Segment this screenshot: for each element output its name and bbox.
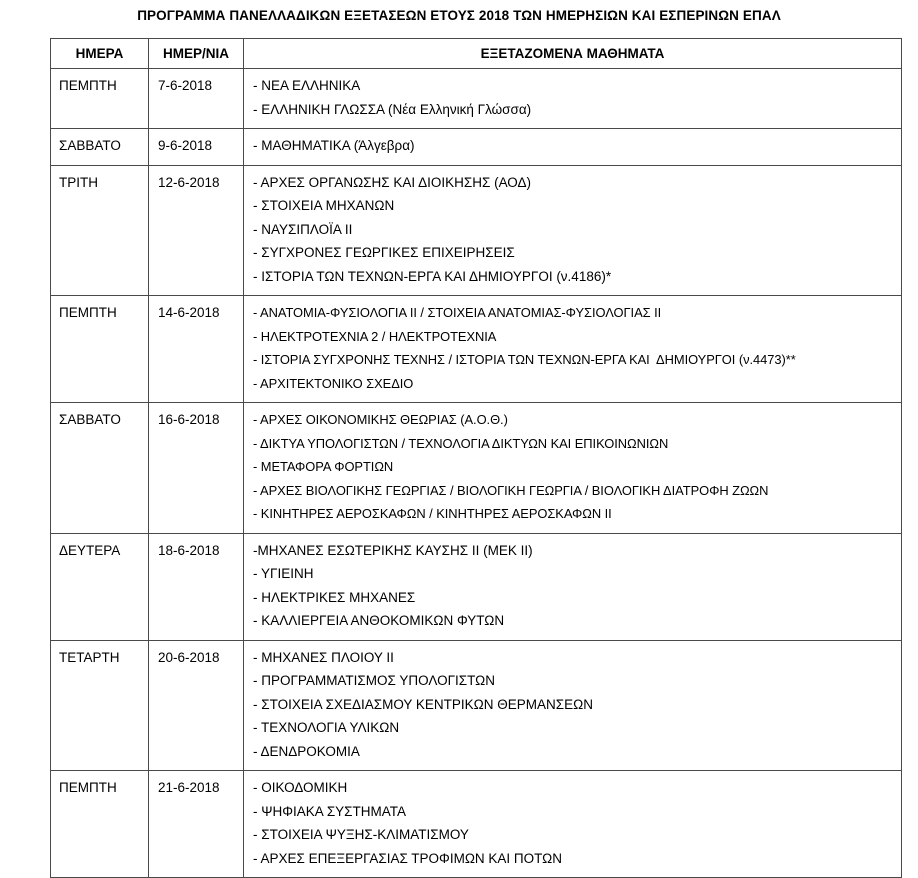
cell-day: ΤΡΙΤΗ [51,165,149,296]
subject-line: - ΜΗΧΑΝΕΣ ΠΛΟΙΟΥ ΙΙ [253,649,394,665]
table-row [51,69,902,129]
subject-line: - ΚΑΛΛΙΕΡΓΕΙΑ ΑΝΘΟΚΟΜΙΚΩΝ ΦΥΤΩΝ [253,613,505,628]
cell-day: ΤΕΤΑΡΤΗ [51,640,149,771]
subject-line: - ΑΡΧΕΣ ΟΡΓΑΝΩΣΗΣ ΚΑΙ ΔΙΟΙΚΗΣΗΣ (ΑΟΔ) [253,174,532,190]
column-header-subjects: ΕΞΕΤΑΖΟΜΕΝΑ ΜΑΘΗΜΑΤΑ [244,39,902,69]
subject-line: - ΤΕΧΝΟΛΟΓΙΑ ΥΛΙΚΩΝ [253,720,400,735]
subject-line: - ΣΥΓΧΡΟΝΕΣ ΓΕΩΡΓΙΚΕΣ ΕΠΙΧΕΙΡΗΣΕΙΣ [253,245,515,260]
cell-date: 12-6-2018 [149,165,244,296]
cell-date: 18-6-2018 [149,533,244,640]
cell-date: 21-6-2018 [149,771,244,878]
cell-date: 14-6-2018 [149,296,244,403]
subject-line: - ΑΡΧΕΣ ΕΠΕΞΕΡΓΑΣΙΑΣ ΤΡΟΦΙΜΩΝ ΚΑΙ ΠΟΤΩΝ [253,850,563,866]
subject-line: - ΗΛΕΚΤΡΟΤΕΧΝΙΑ 2 / ΗΛΕΚΤΡΟΤΕΧΝΙΑ [253,328,497,344]
subject-line: - ΣΤΟΙΧΕΙΑ ΜΗΧΑΝΩΝ [253,198,395,213]
cell-day: ΔΕΥΤΕΡΑ [51,533,149,640]
cell-date: 9-6-2018 [149,129,244,166]
table-row [51,533,902,640]
subject-line: - ΟΙΚΟΔΟΜΙΚΗ [253,780,348,795]
subject-line: - ΗΛΕΚΤΡΙΚΕΣ ΜΗΧΑΝΕΣ [253,589,416,605]
table-row [51,640,902,771]
exam-schedule-table [50,38,902,878]
subject-line: - ΑΝΑΤΟΜΙΑ-ΦΥΣΙΟΛΟΓΙΑ ΙΙ / ΣΤΟΙΧΕΙΑ ΑΝΑΤΟΜΙΑΣ-ΦΥΣΙΟΛΟΓΙΑΣ ΙΙ [253,305,662,320]
subject-line: - ΑΡΧΕΣ ΟΙΚΟΝΟΜΙΚΗΣ ΘΕΩΡΙΑΣ (Α.Ο.Θ.) [253,412,508,427]
cell-subjects [244,165,902,296]
column-header-date: ΗΜΕΡ/ΝΙΑ [149,39,244,69]
table-body [51,69,902,878]
page-title: ΠΡΟΓΡΑΜΜΑ ΠΑΝΕΛΛΑΔΙΚΩΝ ΕΞΕΤΑΣΕΩΝ ΕΤΟΥΣ 2018 ΤΩΝ ΗΜΕΡΗΣΙΩΝ ΚΑΙ ΕΣΠΕΡΙΝΩΝ ΕΠΑΛ [137,8,781,23]
subject-line: - ΔΕΝΔΡΟΚΟΜΙΑ [253,743,360,759]
table-header-row [51,39,902,69]
table-header [51,39,902,69]
cell-subjects [244,129,902,166]
cell-day: ΠΕΜΠΤΗ [51,69,149,129]
table-row [51,296,902,403]
table-row [51,165,902,296]
cell-subjects [244,640,902,771]
subject-line: - ΝΕΑ ΕΛΛΗΝΙΚΑ [253,78,361,93]
subject-line: - ΙΣΤΟΡΙΑ ΤΩΝ ΤΕΧΝΩΝ-ΕΡΓΑ ΚΑΙ ΔΗΜΙΟΥΡΓΟΙ (ν.4186)* [253,268,612,284]
cell-day: ΠΕΜΠΤΗ [51,771,149,878]
cell-subjects [244,403,902,534]
subject-line: - ΠΡΟΓΡΑΜΜΑΤΙΣΜΟΣ ΥΠΟΛΟΓΙΣΤΩΝ [253,673,495,688]
cell-day: ΣΑΒΒΑΤΟ [51,129,149,166]
cell-subjects [244,69,902,129]
subject-line: - ΨΗΦΙΑΚΑ ΣΥΣΤΗΜΑΤΑ [253,803,407,819]
subject-line: - ΑΡΧΙΤΕΚΤΟΝΙΚΟ ΣΧΕΔΙΟ [253,375,414,391]
subject-line: - ΜΕΤΑΦΟΡΑ ΦΟΡΤΙΩΝ [253,459,394,474]
cell-date: 7-6-2018 [149,69,244,129]
subject-line: - ΙΣΤΟΡΙΑ ΣΥΓΧΡΟΝΗΣ ΤΕΧΝΗΣ / ΙΣΤΟΡΙΑ ΤΩΝ ΤΕΧΝΩΝ-ΕΡΓΑ ΚΑΙ ΔΗΜΙΟΥΡΓΟΙ (ν.4473)** [253,352,796,367]
subject-line: - ΕΛΛΗΝΙΚΗ ΓΛΩΣΣΑ (Νέα Ελληνική Γλώσσα) [253,101,532,117]
cell-day: ΣΑΒΒΑΤΟ [51,403,149,534]
subject-line: - ΝΑΥΣΙΠΛΟΪΑ ΙΙ [253,221,353,237]
cell-subjects [244,533,902,640]
table-row [51,403,902,534]
subject-line: -ΜΗΧΑΝΕΣ ΕΣΩΤΕΡΙΚΗΣ ΚΑΥΣΗΣ ΙΙ (ΜΕΚ ΙΙ) [253,542,533,558]
table-row [51,129,902,166]
cell-day: ΠΕΜΠΤΗ [51,296,149,403]
cell-subjects [244,771,902,878]
cell-date: 20-6-2018 [149,640,244,771]
subject-line: - ΥΓΙΕΙΝΗ [253,566,314,581]
subject-line: - ΜΑΘΗΜΑΤΙΚΑ (Άλγεβρα) [253,138,415,153]
subject-line: - ΔΙΚΤΥΑ ΥΠΟΛΟΓΙΣΤΩΝ / ΤΕΧΝΟΛΟΓΙΑ ΔΙΚΤΥΩΝ ΚΑΙ ΕΠΙΚΟΙΝΩΝΙΩΝ [253,435,669,451]
subject-line: - ΣΤΟΙΧΕΙΑ ΣΧΕΔΙΑΣΜΟΥ ΚΕΝΤΡΙΚΩΝ ΘΕΡΜΑΝΣΕΩΝ [253,696,593,712]
subject-line: - ΣΤΟΙΧΕΙΑ ΨΥΞΗΣ-ΚΛΙΜΑΤΙΣΜΟΥ [253,827,469,842]
subject-line: - ΑΡΧΕΣ ΒΙΟΛΟΓΙΚΗΣ ΓΕΩΡΓΙΑΣ / ΒΙΟΛΟΓΙΚΗ ΓΕΩΡΓΙΑ / ΒΙΟΛΟΓΙΚΗ ΔΙΑΤΡΟΦΗ ΖΩΩΝ [253,482,769,498]
subject-line: - ΚΙΝΗΤΗΡΕΣ ΑΕΡΟΣΚΑΦΩΝ / ΚΙΝΗΤΗΡΕΣ ΑΕΡΟΣΚΑΦΩΝ ΙΙ [253,506,612,521]
column-header-day: ΗΜΕΡΑ [51,39,149,69]
cell-date: 16-6-2018 [149,403,244,534]
table-row [51,771,902,878]
cell-subjects [244,296,902,403]
